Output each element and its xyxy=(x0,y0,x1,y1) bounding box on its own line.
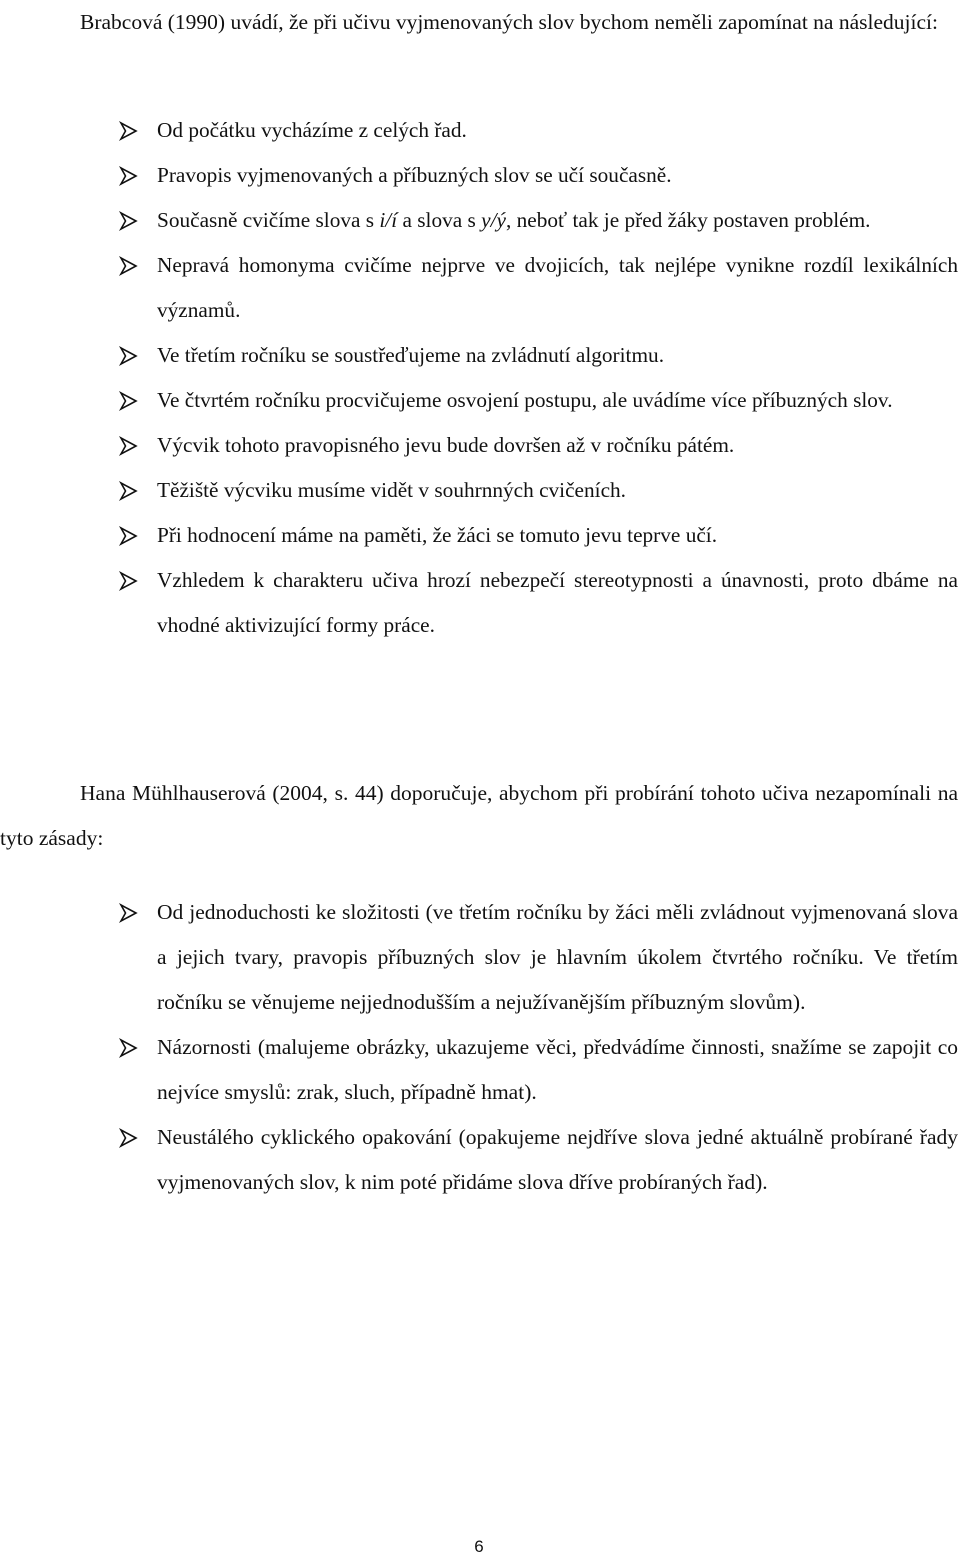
list-item xyxy=(0,108,958,153)
list-item xyxy=(0,1115,958,1205)
list-item xyxy=(0,333,958,378)
arrowhead-bullet-icon xyxy=(118,903,138,923)
arrowhead-bullet-icon xyxy=(118,391,138,411)
list-item-text: Těžiště výcviku musíme vidět v souhrnných cvičeních. xyxy=(157,478,626,502)
list-item-text: Při hodnocení máme na paměti, že žáci se tomuto jevu teprve učí. xyxy=(157,523,718,547)
arrowhead-bullet-icon xyxy=(118,1038,138,1058)
list-item-text: Výcvik tohoto pravopisného jevu bude dovršen až v ročníku pátém. xyxy=(157,433,735,457)
list-item-text: Neustálého cyklického opakování (opakujeme nejdříve slova jedné aktuálně probírané řady vyjmenovaných slov, k nim poté přidáme slova dříve probíraných řad). xyxy=(157,1125,958,1194)
arrowhead-bullet-icon xyxy=(118,1128,138,1148)
list-item-text: Současně cvičíme slova s xyxy=(157,208,380,232)
list-item xyxy=(0,558,958,648)
intro-paragraph xyxy=(0,0,958,45)
list-item-text: a slova s xyxy=(397,208,482,232)
list-item-text: Pravopis vyjmenovaných a příbuzných slov se učí současně. xyxy=(157,163,672,187)
arrowhead-bullet-icon xyxy=(118,571,138,591)
principles-list xyxy=(0,108,958,648)
intro-paragraph-text: Brabcová (1990) uvádí, že při učivu vyjmenovaných slov bychom neměli zapomínat na následující: xyxy=(80,10,938,34)
arrowhead-bullet-icon xyxy=(118,436,138,456)
arrowhead-bullet-icon xyxy=(118,166,138,186)
second-paragraph xyxy=(0,771,958,861)
list-item xyxy=(0,890,958,1025)
list-item-text: Vzhledem k charakteru učiva hrozí nebezpečí stereotypnosti a únavnosti, proto dbáme na vhodné aktivizující formy práce. xyxy=(157,568,958,637)
arrowhead-bullet-icon xyxy=(118,211,138,231)
list-item xyxy=(0,198,958,243)
arrowhead-bullet-icon xyxy=(118,346,138,366)
list-item-text: Ve čtvrtém ročníku procvičujeme osvojení postupu, ale uvádíme více příbuzných slov. xyxy=(157,388,893,412)
arrowhead-bullet-icon xyxy=(118,526,138,546)
list-item xyxy=(0,378,958,423)
list-item xyxy=(0,1025,958,1115)
rules-list xyxy=(0,890,958,1205)
list-item xyxy=(0,423,958,468)
arrowhead-bullet-icon xyxy=(118,481,138,501)
arrowhead-bullet-icon xyxy=(118,121,138,141)
second-paragraph-text: Hana Mühlhauserová (2004, s. 44) doporučuje, abychom při probírání tohoto učiva nezapomínali na tyto zásady: xyxy=(0,781,958,850)
list-item xyxy=(0,153,958,198)
list-item-text: Nepravá homonyma cvičíme nejprve ve dvojicích, tak nejlépe vynikne rozdíl lexikálních významů. xyxy=(157,253,958,322)
italic-term: i/í xyxy=(379,208,398,232)
list-item-text: Od počátku vycházíme z celých řad. xyxy=(157,118,467,142)
page-number: 6 xyxy=(474,1537,484,1556)
list-item-text: Od jednoduchosti ke složitosti (ve třetím ročníku by žáci měli zvládnout vyjmenovaná slova a jejich tvary, pravopis příbuzných slov je hlavním úkolem čtvrtého ročníku. Ve třetím ročníku se věnujeme nejjednodušším a nejužívanějším příbuzným slovům). xyxy=(157,900,958,1014)
list-item xyxy=(0,468,958,513)
list-item-text: Názornosti (malujeme obrázky, ukazujeme věci, předvádíme činnosti, snažíme se zapojit co nejvíce smyslů: zrak, sluch, případně hmat). xyxy=(157,1035,958,1104)
list-item xyxy=(0,513,958,558)
list-item-text: Ve třetím ročníku se soustřeďujeme na zvládnutí algoritmu. xyxy=(157,343,665,367)
italic-term: y/ý xyxy=(481,208,506,232)
list-item-text: , neboť tak je před žáky postaven problém. xyxy=(505,208,871,232)
list-item xyxy=(0,243,958,333)
arrowhead-bullet-icon xyxy=(118,256,138,276)
